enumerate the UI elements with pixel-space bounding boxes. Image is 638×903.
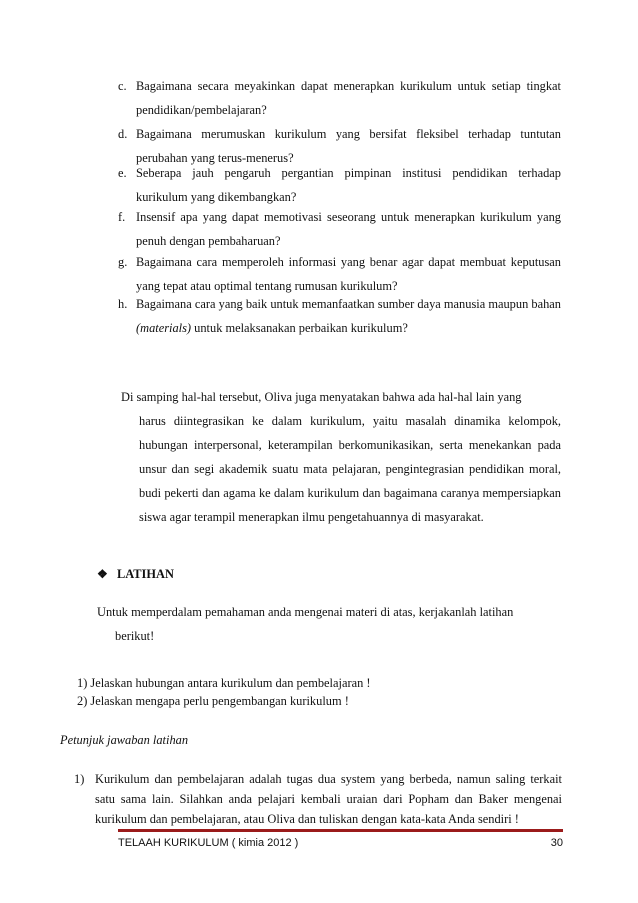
exercise-item: 2) Jelaskan mengapa perlu pengembangan kurikulum ! bbox=[77, 694, 349, 708]
answer-item bbox=[74, 769, 562, 829]
page-footer bbox=[118, 836, 563, 850]
italic-term: (materials) bbox=[136, 321, 192, 335]
question-label: c. bbox=[118, 79, 127, 93]
intro-rest: berikut! bbox=[115, 629, 155, 643]
question-text: Bagaimana merumuskan kurikulum yang bersifat fleksibel terhadap tuntutan perubahan yang terus-menerus? bbox=[136, 127, 561, 165]
question-text: Seberapa jauh pengaruh pergantian pimpinan institusi pendidikan terhadap kurikulum yang dikembangkan? bbox=[136, 166, 561, 204]
paragraph-body: harus diintegrasikan ke dalam kurikulum, yaitu masalah dinamika kelompok, hubungan interpersonal, keterampilan berkomunikasikan, serta menekankan pada unsur dan segi akademik suatu mata pelajaran, pengintegrasian pendidikan moral, budi pekerti dan agama ke dalam kurikulum dan bagaimana caranya mempersiapkan siswa agar terampil menerapkan ilmu pengetahuannya di masyarakat. bbox=[139, 414, 561, 524]
paragraph-first-line: Di samping hal-hal tersebut, Oliva juga menyatakan bahwa ada hal-hal lain yang bbox=[121, 390, 522, 404]
question-label: e. bbox=[118, 166, 127, 180]
question-item-h bbox=[118, 292, 561, 340]
question-label: d. bbox=[118, 127, 128, 141]
latihan-intro bbox=[97, 600, 561, 648]
question-label: g. bbox=[118, 255, 128, 269]
question-item-c bbox=[118, 74, 561, 122]
question-item-g bbox=[118, 250, 561, 298]
question-item-f bbox=[118, 205, 561, 253]
question-text: Bagaimana cara memperoleh informasi yang benar agar dapat membuat keputusan yang tepat atau optimal tentang rumusan kurikulum? bbox=[136, 255, 561, 293]
footer-title: TELAAH KURIKULUM ( kimia 2012 ) bbox=[118, 837, 299, 849]
latihan-heading bbox=[97, 562, 174, 586]
intro-first-line: Untuk memperdalam pemahaman anda mengenai materi di atas, kerjakanlah latihan bbox=[97, 605, 514, 619]
question-label: f. bbox=[118, 210, 126, 224]
answer-text: Kurikulum dan pembelajaran adalah tugas dua system yang berbeda, namun saling terkait satu sama lain. Silahkan anda pelajari kembali uraian dari Popham dan Baker mengenai kurikulum dan pembelajaran, atau Oliva dan tuliskan dengan kata-kata Anda sendiri ! bbox=[95, 772, 562, 826]
exercise-item: 1) Jelaskan hubungan antara kurikulum dan pembelajaran ! bbox=[77, 676, 371, 690]
page-number: 30 bbox=[550, 837, 563, 849]
question-text: Bagaimana cara yang baik untuk memanfaatkan sumber daya manusia maupun bahan (materials) untuk melaksanakan perbaikan kurikulum? bbox=[136, 297, 561, 335]
petunjuk-heading: Petunjuk jawaban latihan bbox=[60, 733, 189, 747]
question-text: Bagaimana secara meyakinkan dapat menerapkan kurikulum untuk setiap tingkat pendidikan/pembelajaran? bbox=[136, 79, 561, 117]
question-label: h. bbox=[118, 297, 128, 311]
answer-label: 1) bbox=[74, 772, 85, 786]
question-item-e bbox=[118, 161, 561, 209]
latihan-title: LATIHAN bbox=[117, 567, 174, 581]
footer-rule bbox=[118, 829, 563, 832]
question-text: Insensif apa yang dapat memotivasi seseorang untuk menerapkan kurikulum yang penuh dengan pembaharuan? bbox=[136, 210, 561, 248]
oliva-paragraph bbox=[121, 385, 561, 529]
diamond-bullet-icon: ❖ bbox=[97, 567, 108, 581]
